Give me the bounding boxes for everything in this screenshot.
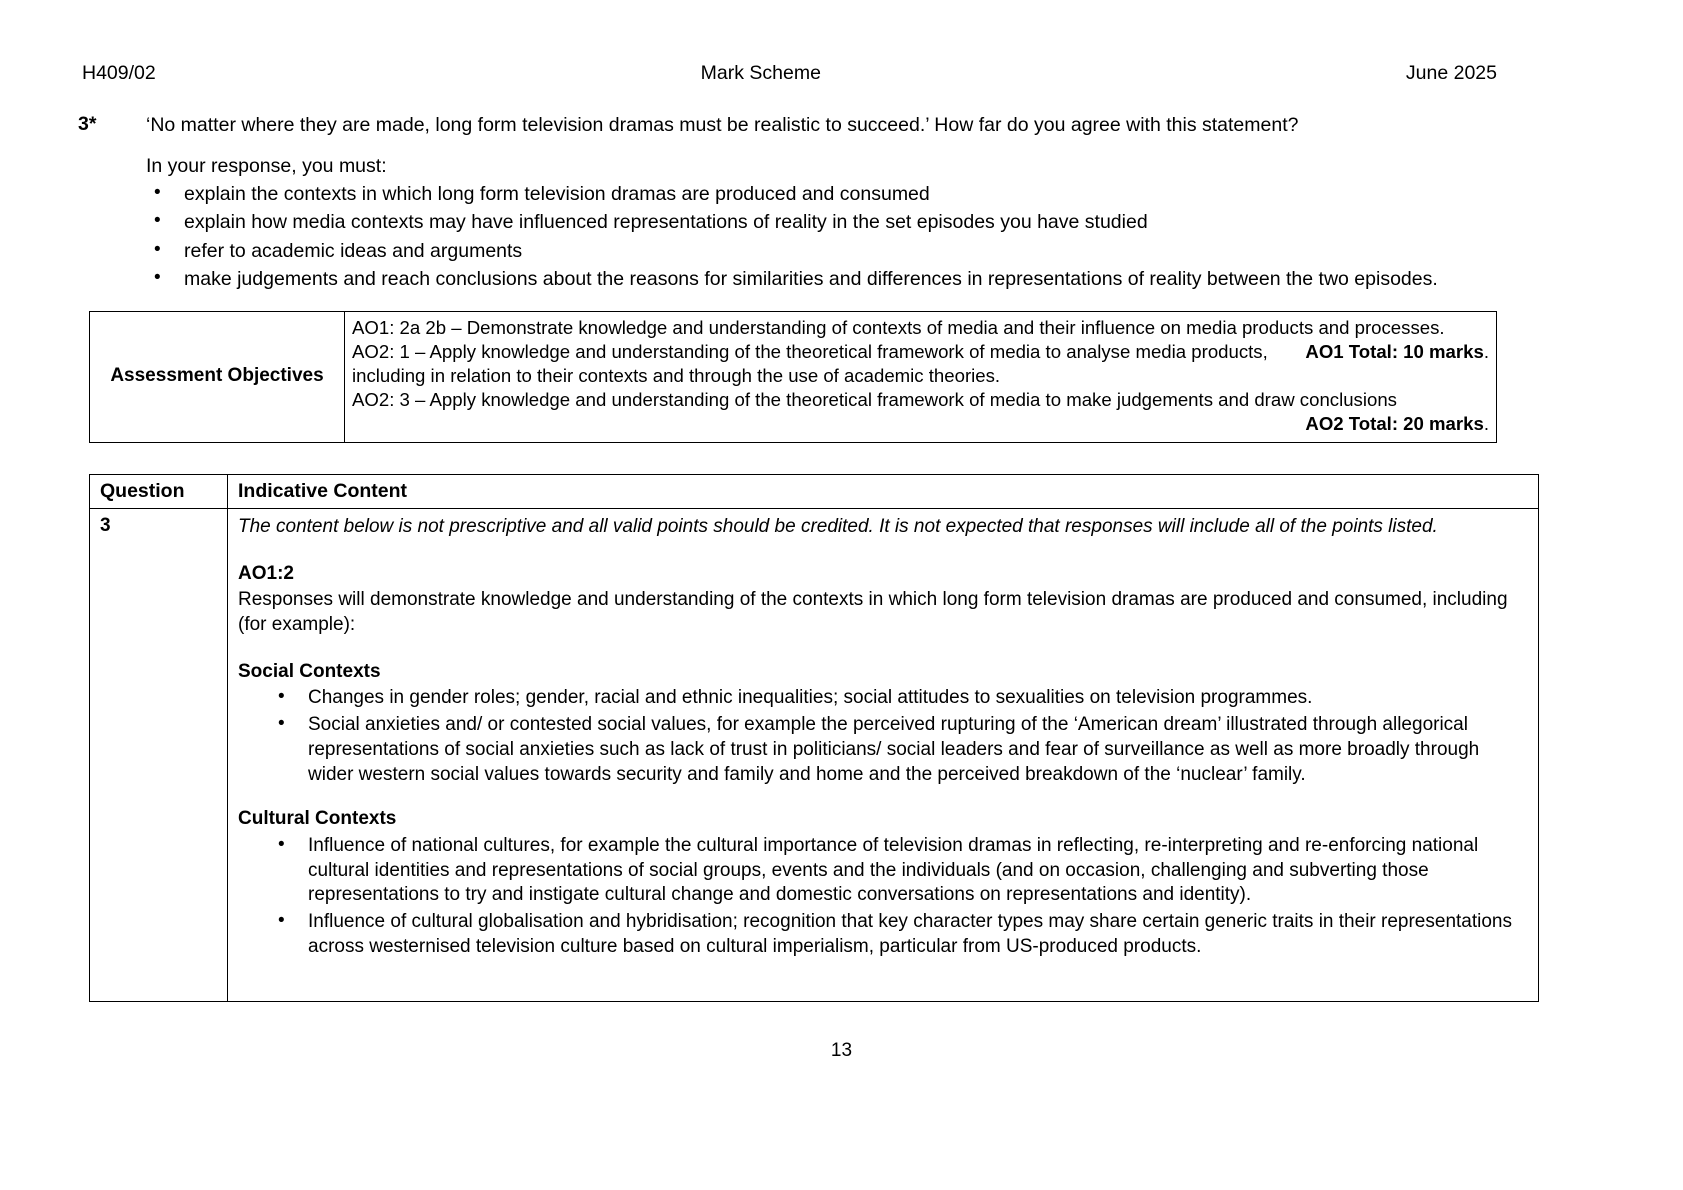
paper-code: H409/02 [82, 62, 156, 84]
ao-line-1-text: AO1: 2a 2b – Demonstrate knowledge and understanding of contexts of media and their influence on media products and processes. [352, 317, 1445, 338]
ao2-total-label: AO2 Total: 20 marks [1305, 412, 1484, 434]
exam-session: June 2025 [1405, 62, 1497, 84]
ao1-total-suffix: . [1483, 340, 1489, 362]
ao2-total-suffix: . [1483, 412, 1489, 434]
ao1-total [1305, 340, 1489, 364]
list-item: • explain how media contexts may have influenced representations of reality in the set episodes you have studied [146, 210, 1498, 235]
ao-intro-paragraph: Responses will demonstrate knowledge and understanding of the contexts in which long form television dramas are produced and consumed, including (for example): [238, 589, 1508, 636]
list-item: • explain the contexts in which long form television dramas are produced and consumed [146, 182, 1498, 207]
assessment-objectives-cell [345, 312, 1497, 443]
page-footer [0, 1040, 1683, 1062]
ao-line-3-text: AO2: 3 – Apply knowledge and understanding of the theoretical framework of media to make judgements and draw conclusions [352, 388, 1397, 410]
social-contexts-bullet-list [238, 686, 1529, 787]
question-block [78, 113, 1498, 292]
column-header-question: Question [90, 475, 228, 509]
question-bullet-list [78, 182, 1498, 292]
list-item: • Social anxieties and/ or contested social values, for example the perceived rupturing of the ‘American dream’ illustrated through allegorical representations of social anxieties such as lack of trust in politicians/ social leaders and fear of surveillance as well as more broadly through wider western social values towards security and family and home and the perceived breakdown of the ‘nuclear’ family. [274, 713, 1529, 787]
list-item: • refer to academic ideas and arguments [146, 239, 1498, 264]
assessment-objectives-label: Assessment Objectives [90, 312, 345, 443]
row-indicative-content [228, 509, 1539, 1002]
list-item: • Influence of national cultures, for example the cultural importance of television dramas in reflecting, re-interpreting and re-enforcing national cultural identities and representations of social groups, events and the individuals (and on occasion, challenging and subverting those representations to try and instigate cultural change and domestic conversations on representations and identity). [274, 834, 1529, 908]
column-header-indicative-content: Indicative Content [228, 475, 1539, 509]
list-item: • Influence of cultural globalisation and hybridisation; recognition that key character types may share certain generic traits in their representations across westernised television culture based on cultural imperialism, particular from US-produced products. [274, 910, 1529, 959]
ao-line-2-text: AO2: 1 – Apply knowledge and understanding of the theoretical framework of media to analyse media products, including in relation to their contexts and through the use of academic theories. [352, 340, 1268, 386]
ao1-total-label: AO1 Total: 10 marks [1305, 340, 1484, 362]
page-header [82, 62, 1497, 85]
document-title: Mark Scheme [700, 62, 821, 84]
list-item: • make judgements and reach conclusions about the reasons for similarities and differences in representations of reality between the two episodes. [146, 267, 1498, 292]
section-heading-cultural-contexts: Cultural Contexts [238, 808, 397, 830]
question-number: 3* [78, 113, 97, 135]
ao-line-3 [352, 388, 1489, 434]
indicative-content-table [89, 474, 1539, 1002]
section-heading-social-contexts: Social Contexts [238, 660, 381, 682]
table-row [90, 312, 1497, 443]
page-number: 13 [830, 1040, 853, 1061]
list-item: • Changes in gender roles; gender, racial and ethnic inequalities; social attitudes to sexualities on television programmes. [274, 686, 1529, 711]
question-stem: ‘No matter where they are made, long form television dramas must be realistic to succeed.’ How far do you agree with this statement? [146, 114, 1299, 136]
question-instruction: In your response, you must: [146, 154, 387, 177]
ao2-total [1305, 412, 1489, 436]
assessment-objectives-table [89, 311, 1497, 443]
question-stem-row [78, 113, 1498, 138]
ao-sub-heading: AO1:2 [238, 562, 294, 584]
table-row [90, 509, 1539, 1002]
cultural-contexts-bullet-list [238, 834, 1529, 959]
credit-note: The content below is not prescriptive and all valid points should be credited. It is not expected that responses will include all of the points listed. [238, 516, 1438, 537]
row-question-number: 3 [90, 509, 228, 1002]
ao-line-1 [352, 316, 1489, 362]
table-header-row [90, 475, 1539, 509]
